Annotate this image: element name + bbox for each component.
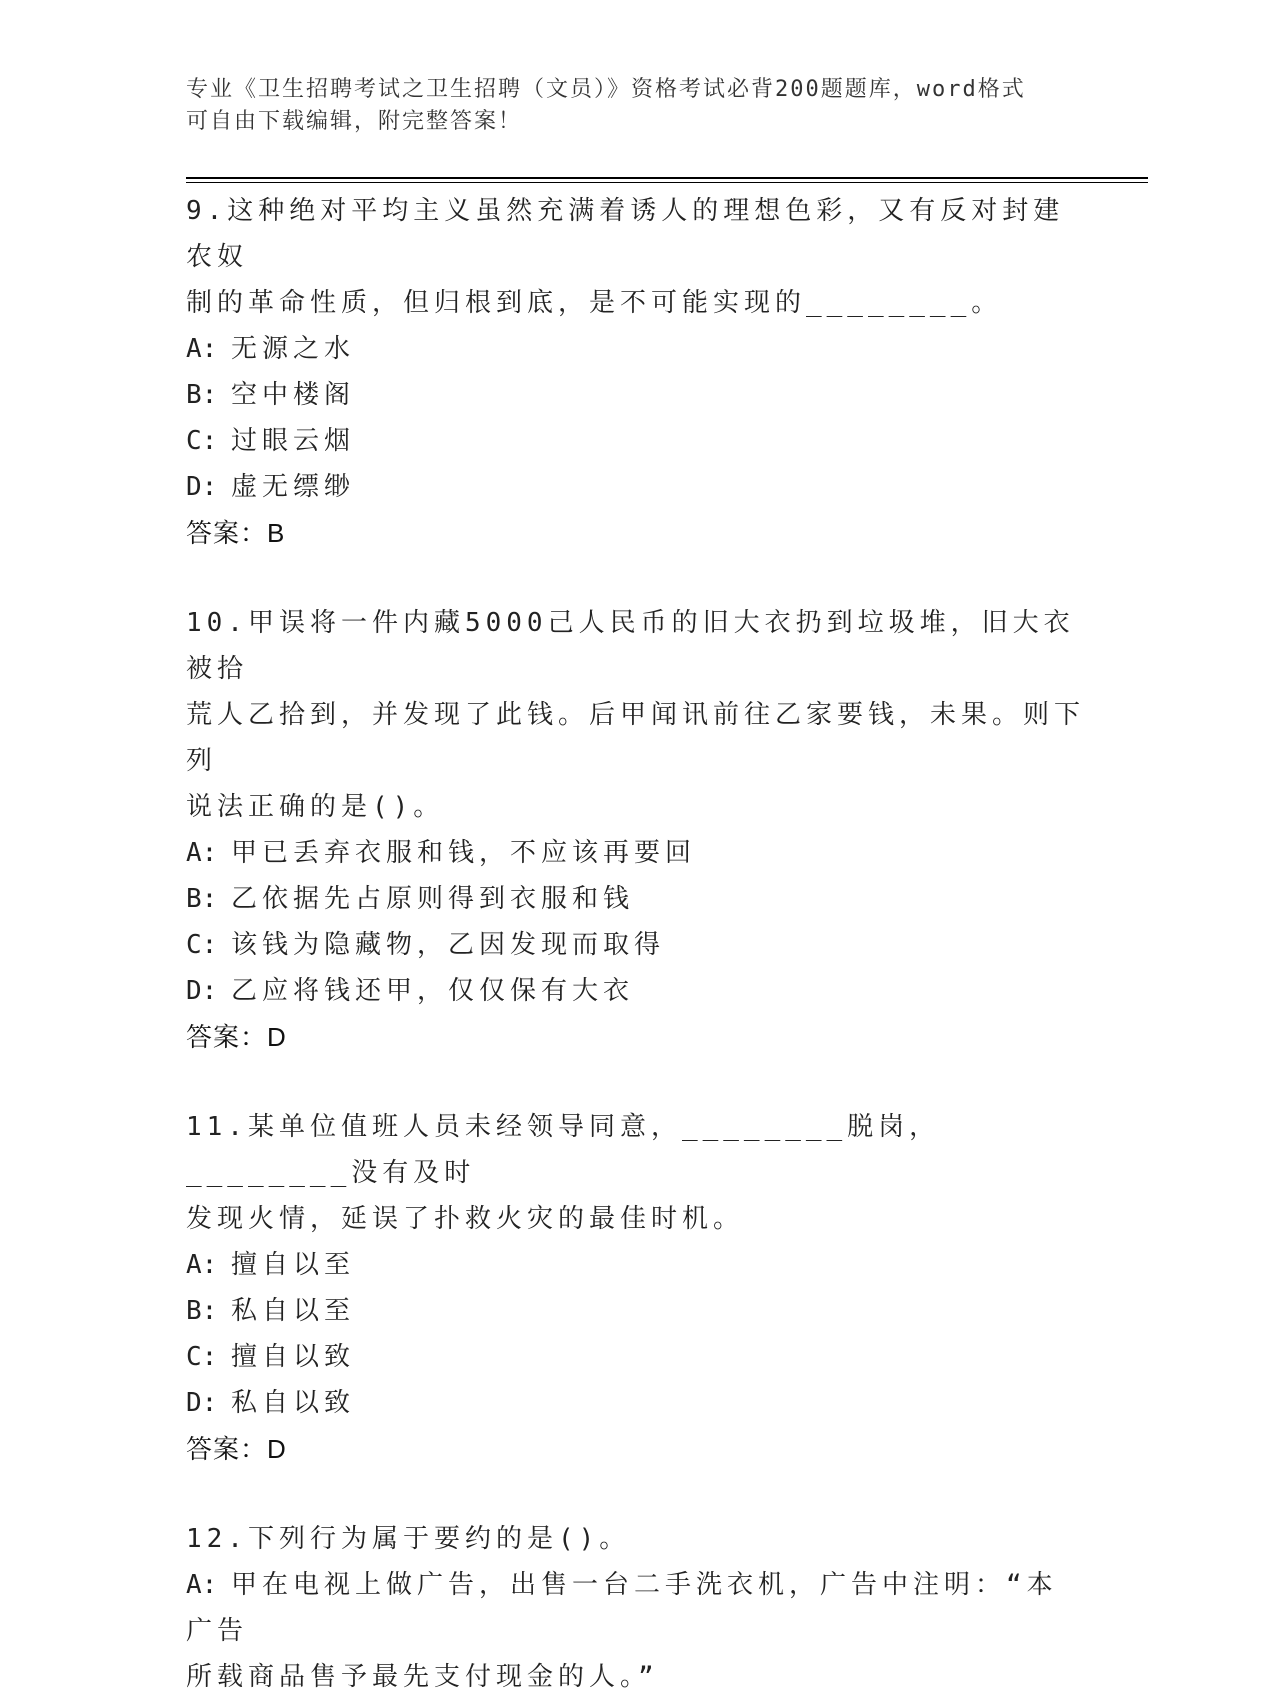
document-header xyxy=(186,74,1086,138)
question-stem-line: 10.甲误将一件内藏5000己人民币的旧大衣扔到垃圾堆，旧大衣被拾 xyxy=(186,608,1075,684)
option-d xyxy=(186,464,1086,510)
header-line-2: 可自由下载编辑，附完整答案！ xyxy=(186,109,523,134)
option-a xyxy=(186,326,1086,372)
option-a xyxy=(186,830,1086,876)
option-text: 虚无缥缈 xyxy=(231,472,356,502)
header-divider-thick xyxy=(186,177,1148,179)
answer-line: 答案：B xyxy=(186,518,286,548)
option-letter: B: xyxy=(186,884,218,914)
option-text: 空中楼阁 xyxy=(231,380,356,410)
question-spacer xyxy=(186,1472,1086,1516)
option-letter: A: xyxy=(186,838,218,868)
option-letter: D: xyxy=(186,1388,218,1418)
option-text: 甲已丢弃衣服和钱，不应该再要回 xyxy=(231,838,697,868)
option-d xyxy=(186,1380,1086,1426)
question-9 xyxy=(186,188,1086,556)
question-stem-line: 制的革命性质，但归根到底，是不可能实现的________。 xyxy=(186,288,1003,318)
option-text: 甲在电视上做广告，出售一台二手洗衣机，广告中注明：“本广告 xyxy=(186,1570,1058,1646)
option-a-continued: 所载商品售予最先支付现金的人。” xyxy=(186,1662,659,1692)
option-text: 乙依据先占原则得到衣服和钱 xyxy=(231,884,635,914)
option-text: 擅自以致 xyxy=(231,1342,356,1372)
question-spacer xyxy=(186,1060,1086,1104)
option-c xyxy=(186,418,1086,464)
header-line-1: 专业《卫生招聘考试之卫生招聘（文员）》资格考试必背200题题库，word格式 xyxy=(186,77,1026,102)
option-letter: A: xyxy=(186,1250,218,1280)
option-text: 过眼云烟 xyxy=(231,426,356,456)
option-letter: D: xyxy=(186,976,218,1006)
option-letter: C: xyxy=(186,1342,218,1372)
option-text: 私自以至 xyxy=(231,1296,356,1326)
option-c xyxy=(186,922,1086,968)
answer-line: 答案：D xyxy=(186,1022,287,1052)
option-text: 擅自以至 xyxy=(231,1250,356,1280)
question-list xyxy=(186,188,1086,1700)
header-divider-thin xyxy=(186,182,1148,183)
option-text: 乙应将钱还甲，仅仅保有大衣 xyxy=(231,976,635,1006)
option-letter: C: xyxy=(186,930,218,960)
question-stem-line: 荒人乙拾到，并发现了此钱。后甲闻讯前往乙家要钱，未果。则下列 xyxy=(186,700,1086,776)
question-12 xyxy=(186,1516,1086,1700)
option-a xyxy=(186,1242,1086,1288)
option-a xyxy=(186,1562,1086,1654)
option-b xyxy=(186,1288,1086,1334)
option-letter: D: xyxy=(186,472,218,502)
option-letter: B: xyxy=(186,380,218,410)
option-letter: B: xyxy=(186,1296,218,1326)
question-stem-line: 12.下列行为属于要约的是()。 xyxy=(186,1524,631,1554)
option-b xyxy=(186,876,1086,922)
option-b xyxy=(186,372,1086,418)
option-letter: A: xyxy=(186,1570,218,1600)
option-text: 私自以致 xyxy=(231,1388,356,1418)
option-c xyxy=(186,1334,1086,1380)
option-letter: C: xyxy=(186,426,218,456)
question-10 xyxy=(186,600,1086,1060)
question-stem-line: 说法正确的是()。 xyxy=(186,792,445,822)
question-stem-line: 发现火情，延误了扑救火灾的最佳时机。 xyxy=(186,1204,745,1234)
option-letter: A: xyxy=(186,334,218,364)
question-stem-line: 11.某单位值班人员未经领导同意，________脱岗，________没有及时 xyxy=(186,1112,941,1188)
question-11 xyxy=(186,1104,1086,1472)
option-text: 无源之水 xyxy=(231,334,356,364)
option-text: 该钱为隐藏物，乙因发现而取得 xyxy=(231,930,666,960)
question-stem-line: 9.这种绝对平均主义虽然充满着诱人的理想色彩，又有反对封建农奴 xyxy=(186,196,1065,272)
option-d xyxy=(186,968,1086,1014)
answer-line: 答案：D xyxy=(186,1434,287,1464)
question-spacer xyxy=(186,556,1086,600)
